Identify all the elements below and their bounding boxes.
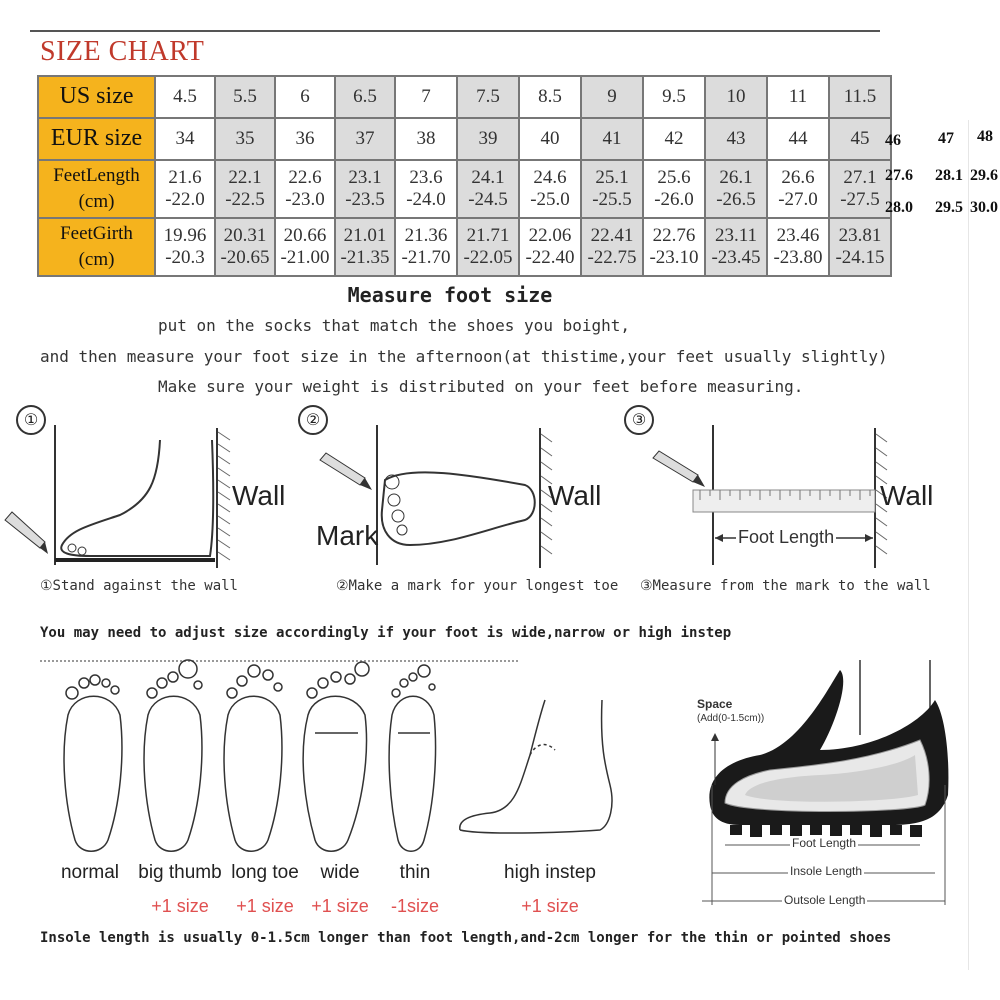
instruction-line-1: put on the socks that match the shoes you boight, — [158, 316, 631, 335]
ext-length-to: 30.0 — [970, 199, 998, 216]
feet-length-cell: 22.1 -22.5 — [215, 160, 275, 218]
feet-girth-cell: 19.96 -20.3 — [155, 218, 215, 276]
eur-size-cell: 35 — [215, 118, 275, 160]
insole-length-note: Insole length is usually 0-1.5cm longer than foot length,and-2cm longer for the thin or pointed shoes — [40, 930, 892, 946]
eur-size-row — [38, 118, 891, 160]
ext-eur-48: 48 — [977, 128, 993, 145]
foot-type-wide: wide — [320, 862, 360, 883]
adjust-size-note: You may need to adjust size accordingly if your foot is wide,narrow or high instep — [40, 625, 732, 641]
step-1-number: ① — [16, 405, 46, 435]
feet-girth-cell: 22.06 -22.40 — [519, 218, 581, 276]
step-3-number: ③ — [624, 405, 654, 435]
outsole-length-label: Outsole Length — [784, 893, 866, 907]
feet-length-cell: 21.6 -22.0 — [155, 160, 215, 218]
us-size-cell: 4.5 — [155, 76, 215, 118]
feet-length-cell: 25.1 -25.5 — [581, 160, 643, 218]
feet-girth-cell: 22.41 -22.75 — [581, 218, 643, 276]
eur-size-header: EUR size — [38, 118, 155, 160]
eur-size-cell: 44 — [767, 118, 829, 160]
us-size-cell: 9.5 — [643, 76, 705, 118]
step-3-caption: ③Measure from the mark to the wall — [640, 578, 931, 594]
us-size-cell: 6.5 — [335, 76, 395, 118]
foot-adj-thin: -1size — [390, 896, 439, 916]
feet-girth-cell: 23.81 -24.15 — [829, 218, 891, 276]
us-size-cell: 7 — [395, 76, 457, 118]
ext-length-from: 29.6 — [970, 167, 998, 184]
wall-label-2: Wall — [548, 480, 602, 511]
eur-size-cell: 42 — [643, 118, 705, 160]
foot-type-high-instep: high instep — [504, 862, 596, 883]
feet-length-cell: 23.6 -24.0 — [395, 160, 457, 218]
ext-length-from: 28.1 — [935, 167, 963, 184]
foot-type-thin: thin — [399, 862, 431, 883]
foot-length-label: Foot Length — [738, 527, 835, 547]
foot-adj-high-instep: +1 size — [521, 896, 579, 916]
ext-length-from: 27.6 — [885, 167, 913, 184]
us-size-cell: 10 — [705, 76, 767, 118]
feet-length-cell: 25.6 -26.0 — [643, 160, 705, 218]
feet-girth-cell: 23.11 -23.45 — [705, 218, 767, 276]
eur-size-cell: 37 — [335, 118, 395, 160]
us-size-cell: 11.5 — [829, 76, 891, 118]
foot-adj-wide: +1 size — [311, 896, 369, 916]
measure-title: Measure foot size — [347, 283, 553, 307]
right-rule — [968, 120, 969, 970]
feet-girth-cell: 21.01 -21.35 — [335, 218, 395, 276]
step-2-caption: ②Make a mark for your longest toe — [336, 578, 619, 594]
feet-length-row — [38, 160, 891, 218]
foot-type-illustrations — [40, 655, 640, 865]
us-size-cell: 11 — [767, 76, 829, 118]
feet-length-cell: 22.6 -23.0 — [275, 160, 335, 218]
us-size-cell: 9 — [581, 76, 643, 118]
eur-size-cell: 39 — [457, 118, 519, 160]
feet-girth-cell: 23.46 -23.80 — [767, 218, 829, 276]
step-1-caption: ①Stand against the wall — [40, 578, 238, 594]
size-chart-title: SIZE CHART — [40, 36, 205, 67]
us-size-cell: 8.5 — [519, 76, 581, 118]
top-rule — [30, 30, 880, 32]
feet-girth-cell: 20.31 -20.65 — [215, 218, 275, 276]
eur-size-cell: 36 — [275, 118, 335, 160]
space-label: Space — [697, 697, 733, 711]
feet-length-cell: 26.6 -27.0 — [767, 160, 829, 218]
foot-type-normal: normal — [60, 862, 120, 883]
feet-length-cell: 27.1 -27.5 — [829, 160, 891, 218]
feet-length-cell: 26.1 -26.5 — [705, 160, 767, 218]
wall-label-1: Wall — [232, 480, 286, 511]
eur-size-cell: 38 — [395, 118, 457, 160]
feet-girth-cell: 21.36 -21.70 — [395, 218, 457, 276]
eur-size-cell: 43 — [705, 118, 767, 160]
feet-girth-cell: 21.71 -22.05 — [457, 218, 519, 276]
feet-length-cell: 24.1 -24.5 — [457, 160, 519, 218]
us-size-header: US size — [38, 76, 155, 118]
mark-label: Mark — [316, 520, 379, 551]
us-size-cell: 7.5 — [457, 76, 519, 118]
eur-size-cell: 34 — [155, 118, 215, 160]
eur-size-cell: 41 — [581, 118, 643, 160]
us-size-cell: 5.5 — [215, 76, 275, 118]
ext-length-to: 29.5 — [935, 199, 963, 216]
space-detail-label: (Add(0-1.5cm)) — [697, 713, 765, 724]
shoe-foot-length-label: Foot Length — [792, 836, 857, 850]
feet-girth-header: FeetGirth (cm) — [38, 218, 155, 276]
instruction-line-2: and then measure your foot size in the afternoon(at thistime,your feet usually slightly) — [40, 347, 888, 366]
feet-girth-cell: 20.66 -21.00 — [275, 218, 335, 276]
feet-length-header: FeetLength (cm) — [38, 160, 155, 218]
eur-size-cell: 45 — [829, 118, 891, 160]
foot-adj-long-toe: +1 size — [236, 896, 294, 916]
instruction-line-3: Make sure your weight is distributed on your feet before measuring. — [158, 377, 804, 396]
eur-size-cell: 40 — [519, 118, 581, 160]
step-2-number: ② — [298, 405, 328, 435]
feet-length-cell: 23.1 -23.5 — [335, 160, 395, 218]
feet-girth-cell: 22.76 -23.10 — [643, 218, 705, 276]
us-size-cell: 6 — [275, 76, 335, 118]
wall-label-3: Wall — [880, 480, 934, 511]
insole-length-label: Insole Length — [790, 864, 863, 878]
feet-length-cell: 24.6 -25.0 — [519, 160, 581, 218]
us-size-row — [38, 76, 891, 118]
ext-eur-46: 46 — [885, 132, 901, 149]
feet-girth-row — [38, 218, 891, 276]
ext-length-to: 28.0 — [885, 199, 913, 216]
foot-adj-big-thumb: +1 size — [151, 896, 209, 916]
ext-eur-47: 47 — [938, 130, 954, 147]
foot-type-big-thumb: big thumb — [138, 862, 222, 883]
size-chart-table — [37, 75, 892, 277]
foot-type-long-toe: long toe — [231, 862, 299, 883]
